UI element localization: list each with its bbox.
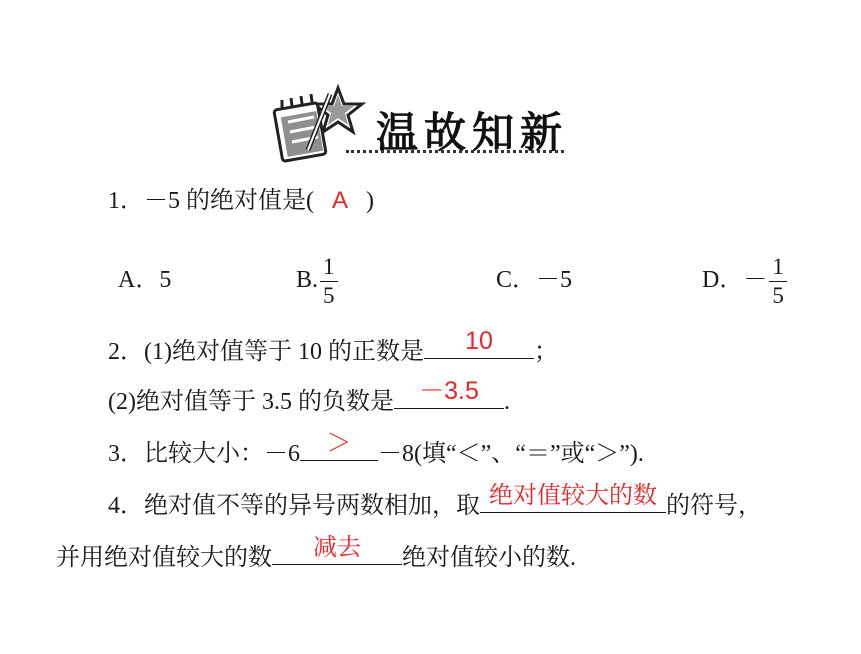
question-1-text: 1．－5 的绝对值是( — [108, 188, 314, 214]
question-2-part-2-text: (2)绝对值等于 3.5 的负数是 — [108, 389, 394, 415]
question-3-blank — [300, 429, 378, 461]
option-b-denominator: 5 — [323, 282, 335, 308]
question-1-close: ) — [366, 188, 374, 214]
question-4-line-2 — [56, 533, 576, 573]
question-2-part-1-text: 2．(1)绝对值等于 10 的正数是 — [108, 339, 424, 365]
question-2-part-2-blank — [394, 377, 504, 409]
question-1-answer: A — [331, 187, 348, 214]
question-4-line-2-end: 绝对值较小的数. — [402, 545, 576, 571]
question-4-line-1 — [108, 481, 762, 521]
question-3-end: －8(填“＜”、“＝”或“＞”). — [378, 441, 644, 467]
question-2-part-2-end: . — [503, 389, 510, 415]
question-2-part-2-answer: －3.5 — [419, 377, 479, 405]
question-3-answer: ＞ — [326, 429, 352, 457]
question-2-part-1-answer: 10 — [465, 327, 493, 355]
option-b-prefix: B. — [296, 267, 319, 293]
question-1 — [108, 186, 374, 216]
question-2-part-2 — [108, 377, 510, 417]
section-title: 温故知新 — [376, 108, 569, 157]
question-3-text: 3．比较大小：－6 — [108, 441, 300, 467]
question-4-line-2-answer: 减去 — [313, 533, 361, 561]
option-d-denominator: 5 — [772, 282, 784, 308]
question-3 — [108, 429, 644, 469]
option-b-numerator: 1 — [320, 255, 338, 282]
question-4-line-2-blank — [272, 533, 402, 565]
option-b-fraction — [320, 255, 338, 308]
option-a: A．5 — [118, 267, 172, 293]
question-2-part-1-blank — [424, 327, 534, 359]
question-4-line-1-blank — [480, 481, 666, 513]
question-2-part-1 — [108, 327, 558, 367]
option-d-fraction — [769, 255, 787, 308]
option-c: C．－5 — [496, 267, 573, 293]
question-4-line-1-text: 4．绝对值不等的异号两数相加，取 — [108, 493, 480, 519]
question-4-line-2-text: 并用绝对值较大的数 — [56, 545, 272, 571]
question-2-part-1-end: ； — [533, 339, 558, 365]
option-d-prefix: D．－ — [702, 267, 768, 293]
question-4-line-1-answer: 绝对值较大的数 — [489, 481, 657, 509]
option-d-numerator: 1 — [769, 255, 787, 282]
option-d — [702, 250, 787, 310]
notebook-star-icon — [268, 84, 368, 166]
question-4-line-1-end: 的符号， — [666, 493, 762, 519]
option-b — [296, 250, 338, 310]
title-dotted-underline — [346, 150, 564, 153]
